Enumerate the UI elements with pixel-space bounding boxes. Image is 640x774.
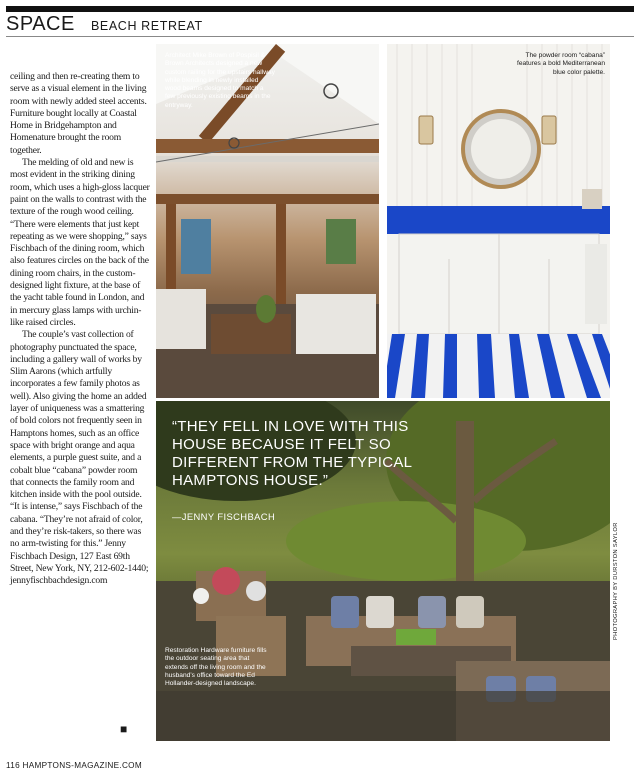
photo-credit: PHOTOGRAPHY BY DURSTON SAYLOR (613, 522, 619, 640)
pull-quote-attribution: —JENNY FISCHBACH (172, 511, 276, 522)
header-rule (6, 36, 634, 37)
section-subtitle: BEACH RETREAT (91, 19, 203, 33)
end-mark: ■ (120, 722, 128, 736)
body-paragraph: The couple’s vast collection of photography punctuated the space, including a gallery wall of works by Slim Aarons (which artfully incorporates a few family photos as well). Also giving the home an added layer of uniqueness was a smattering of bold colors not frequently seen in Hamptons homes, such as an office space with bright orange and aqua elements, a purple guest suite, and a cobalt blue “cabana” powder room that connects the family room and kitchen inside with the pool outside. “It is intense,” says Fischbach of the cabana. “They’re not afraid of color, and they’re risk-takers, so there was no arm-twisting for this.” Jenny Fischbach Design, 127 East 69th Street, New York, NY, 212-602-1440; jennyfischbachdesign.com (10, 329, 149, 587)
body-paragraph: ceiling and then re-creating them to serve as a visual element in the living room with newly added steel accents. Furniture bought locally at Coastal Home in Bridgehampton and Homenature brought the room together. (10, 71, 147, 156)
powder-room-caption: The powder room “cabana” features a bold Mediterranean blue color palette. (517, 52, 605, 76)
section-header (6, 6, 634, 34)
pull-quote: “THEY FELL IN LOVE WITH THIS HOUSE BECAUSE IT FELT SO DIFFERENT FROM THE TYPICAL HAMPTONS HOUSE.” (172, 418, 412, 489)
living-room-caption: Architect Mike Brown of Pospisil & Brown Architects designed a new custom railing for the upstairs hallway while blending in newly installed wood beams designed to match a few previously existing beams in the entryway. (165, 52, 275, 109)
outdoor-caption: Restoration Hardware furniture fills the outdoor seating area that extends off the living room and the husband’s office toward the Ed Hollander-designed landscape. (165, 647, 267, 688)
page-footer: 116 HAMPTONS-MAGAZINE.COM (6, 761, 142, 770)
living-room-photo (156, 44, 379, 398)
body-paragraph: The melding of old and new is most evident in the striking dining room, which uses a high-gloss lacquer paint on the walls to contrast with the texture of the rough wood ceiling. “There were elements that just kept repeating as we were shopping,” says Fischbach of the dining room, which also features circles on the back of the dining room chairs, in the custom-designed light fixture, at the base of the yacht table found in London, and in mercury glass lamps with urchin-like raised circles. (10, 157, 150, 328)
section-name: SPACE (6, 13, 75, 35)
powder-room-illustration (387, 44, 610, 398)
powder-room-photo (387, 44, 610, 398)
article-body (10, 71, 150, 587)
